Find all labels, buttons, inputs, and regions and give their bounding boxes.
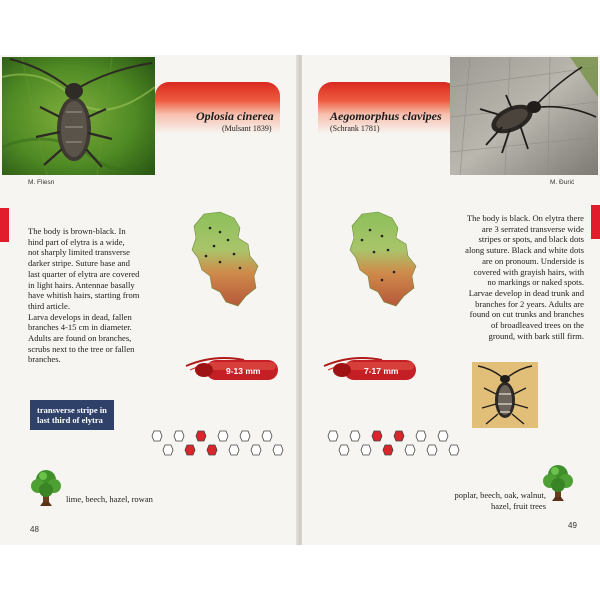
chapter-tab-left bbox=[0, 208, 9, 242]
species-author-left: (Mulsant 1839) bbox=[222, 124, 272, 133]
month-hexagon bbox=[251, 445, 261, 455]
book-spread bbox=[0, 55, 600, 545]
month-hexagons-left bbox=[148, 427, 284, 461]
host-plants-right: poplar, beech, oak, walnut, hazel, fruit trees bbox=[454, 490, 546, 511]
page-number-right: 49 bbox=[568, 521, 577, 530]
species-name-left: Oplosia cinerea bbox=[196, 109, 274, 123]
beetle-photo-left bbox=[2, 57, 155, 175]
month-hexagon bbox=[196, 431, 206, 441]
size-label-right: 7-17 mm bbox=[364, 366, 399, 376]
species-name-right: Aegomorphus clavipes bbox=[330, 109, 442, 123]
beetle-detail-photo-right bbox=[472, 362, 538, 428]
month-hexagon bbox=[416, 431, 426, 441]
month-hexagon bbox=[229, 445, 239, 455]
distribution-map-left bbox=[190, 210, 260, 308]
description-left: The body is brown-black. In hind part of elytra is a wide, not sharply limited transverse darker stripe. Suture base and last quarter of elytra are covered in light hairs. Antennae basally have whitish hairs, starting from third article. Larva develops in dead, fallen branches 4-15 cm in diameter. Adults are found on branches, scrubs next to the tree or fallen branches. bbox=[28, 226, 140, 365]
species-author-right: (Schrank 1781) bbox=[330, 124, 380, 133]
month-hexagon bbox=[427, 445, 437, 455]
photo-credit-right: M. Đurić bbox=[550, 179, 575, 186]
month-hexagon bbox=[262, 431, 272, 441]
left-page bbox=[0, 55, 298, 545]
month-hexagon bbox=[350, 431, 360, 441]
right-page bbox=[302, 55, 600, 545]
beetle-photo-right bbox=[450, 57, 598, 175]
month-hexagon bbox=[405, 445, 415, 455]
month-hexagons-right bbox=[324, 427, 460, 461]
month-hexagon bbox=[383, 445, 393, 455]
page-number-left: 48 bbox=[30, 525, 39, 534]
month-hexagon bbox=[361, 445, 371, 455]
month-hexagon bbox=[438, 431, 448, 441]
month-hexagon bbox=[339, 445, 349, 455]
identification-note-left: transverse stripe in last third of elytra bbox=[30, 400, 114, 430]
distribution-map-right bbox=[348, 210, 418, 308]
month-hexagon bbox=[449, 445, 459, 455]
description-right: The body is black. On elytra there are 3 serrated transverse wide stripes or spots, and black dots along suture. Black and white dots are on pronoum. Underside is covered with grayish hairs, with no markings or naked spots. Larvae develop in dead trunk and branches for 2 years. Adults are found on cut trunks and branches of broadleaved trees on the ground, with bark still firm. bbox=[465, 213, 584, 341]
host-plants-left: lime, beech, hazel, rowan bbox=[66, 494, 153, 504]
month-hexagon bbox=[328, 431, 338, 441]
month-hexagon bbox=[185, 445, 195, 455]
tree-icon-right bbox=[542, 463, 574, 503]
month-hexagon bbox=[240, 431, 250, 441]
chapter-tab-right bbox=[591, 205, 600, 239]
size-label-left: 9-13 mm bbox=[226, 366, 261, 376]
tree-icon-left bbox=[30, 468, 62, 508]
month-hexagon bbox=[218, 431, 228, 441]
month-hexagon bbox=[152, 431, 162, 441]
month-hexagon bbox=[163, 445, 173, 455]
month-hexagon bbox=[207, 445, 217, 455]
month-hexagon bbox=[273, 445, 283, 455]
month-hexagon bbox=[394, 431, 404, 441]
month-hexagon bbox=[174, 431, 184, 441]
month-hexagon bbox=[372, 431, 382, 441]
photo-credit-left: M. Fliesn bbox=[28, 179, 55, 186]
